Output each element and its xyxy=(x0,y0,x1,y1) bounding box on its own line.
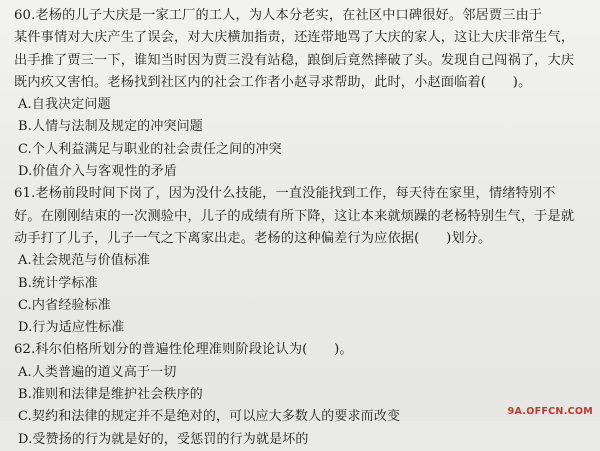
question-61-stem-line: 好。在刚刚结束的一次测验中，儿子的成绩有所下降，这让本来就烦躁的老杨特别生气，于是就 xyxy=(14,208,575,224)
question-60-option-c: C.个人利益满足与职业的社会责任之间的冲突 xyxy=(18,141,282,157)
question-62-option-c: C.契约和法律的规定并不是绝对的，可以应大多数人的要求而改变 xyxy=(18,409,401,425)
question-60 xyxy=(14,5,592,183)
question-60-stem-line: 某件事情对大庆产生了误会，对大庆横加指责，还连带地骂了大庆的家人，这让大庆非常生气， xyxy=(14,30,575,46)
question-62 xyxy=(14,339,592,450)
question-list xyxy=(14,5,592,451)
question-62-stem-line: 62.科尔伯格所划分的普遍性伦理准则阶段论认为( )。 xyxy=(14,342,353,358)
question-62-option-d: D.受赞扬的行为就是好的，受惩罚的行为就是坏的 xyxy=(18,431,309,447)
question-61 xyxy=(14,183,592,339)
question-61-stem-line: 动手打了儿子，儿子一气之下离家出走。老杨的这种偏差行为应依据( )划分。 xyxy=(14,230,492,246)
question-62-option-b: B.准则和法律是维护社会秩序的 xyxy=(18,387,203,403)
question-60-option-b: B.人情与法制及规定的冲突问题 xyxy=(18,119,203,135)
question-60-stem-line: 60.老杨的儿子大庆是一家工厂的工人，为人本分老实，在社区中口碑很好。邻居贾三由于 xyxy=(14,8,543,23)
question-61-option-a: A.社会规范与价值标准 xyxy=(18,253,151,269)
question-61-stem-line: 61.老杨前段时间下岗了，因为没什么技能，一直没能找到工作，每天待在家里，情绪特别不 xyxy=(14,186,556,202)
question-60-option-a: A.自我决定问题 xyxy=(18,97,111,113)
question-60-stem-line: 出手推了贾三一下，谁知当时因为贾三没有站稳，踉倒后竟然摔破了头。发现自己闯祸了，大庆 xyxy=(14,52,575,68)
site-watermark: 9A.OFFCN.COM xyxy=(507,406,593,417)
question-60-option-d: D.价值介入与客观性的矛盾 xyxy=(18,164,178,180)
question-61-option-c: C.内省经验标准 xyxy=(18,297,111,313)
question-61-option-b: B.统计学标准 xyxy=(18,275,98,291)
question-61-option-d: D.行为适应性标准 xyxy=(18,320,125,336)
question-60-stem-line: 既内疚又害怕。老杨找到社区内的社会工作者小赵寻求帮助，此时，小赵面临着( )。 xyxy=(14,74,532,90)
question-62-option-a: A.人类普遍的道义高于一切 xyxy=(18,364,177,380)
